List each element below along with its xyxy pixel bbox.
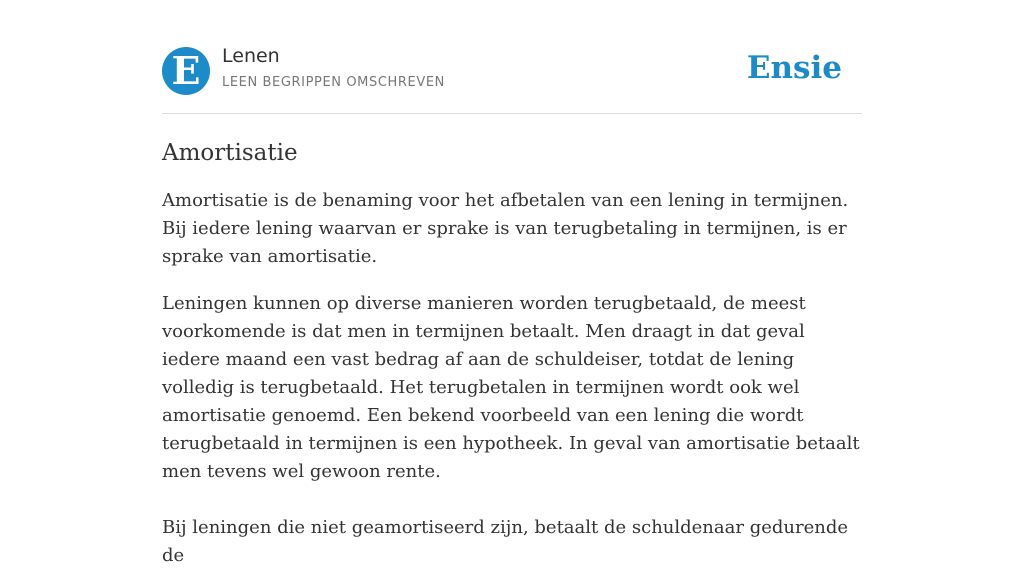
site-subtitle: LEEN BEGRIPPEN OMSCHREVEN — [222, 75, 445, 90]
site-title[interactable]: Lenen — [222, 45, 280, 67]
site-header — [162, 0, 862, 114]
article-paragraph: Bij leningen die niet geamortiseerd zijn, betaalt de schuldenaar gedurende de — [162, 517, 849, 566]
article-paragraph: Leningen kunnen op diverse manieren worden terugbetaald, de meest voorkomende is dat men in termijnen betaalt. Men draagt in dat geval iedere maand een vast bedrag af aan de schuldeiser, totdat de lening volledig is terugbetaald. Het terugbetalen in termijnen wordt ook wel amortisatie genoemd. Een bekend voorbeeld van een lening die wordt terugbetaald in termijnen is een hypotheek. In geval van amortisatie betaalt men tevens wel gewoon rente. — [162, 293, 860, 482]
ensie-brand-link[interactable]: Ensie — [746, 50, 842, 86]
ensie-logo-icon[interactable]: E — [162, 47, 210, 95]
page — [162, 0, 862, 570]
article-title: Amortisatie — [162, 140, 298, 166]
article-paragraph: Amortisatie is de benaming voor het afbetalen van een lening in termijnen. Bij iedere lening waarvan er sprake is van terugbetaling in termijnen, is er sprake van amortisatie. — [162, 190, 849, 267]
